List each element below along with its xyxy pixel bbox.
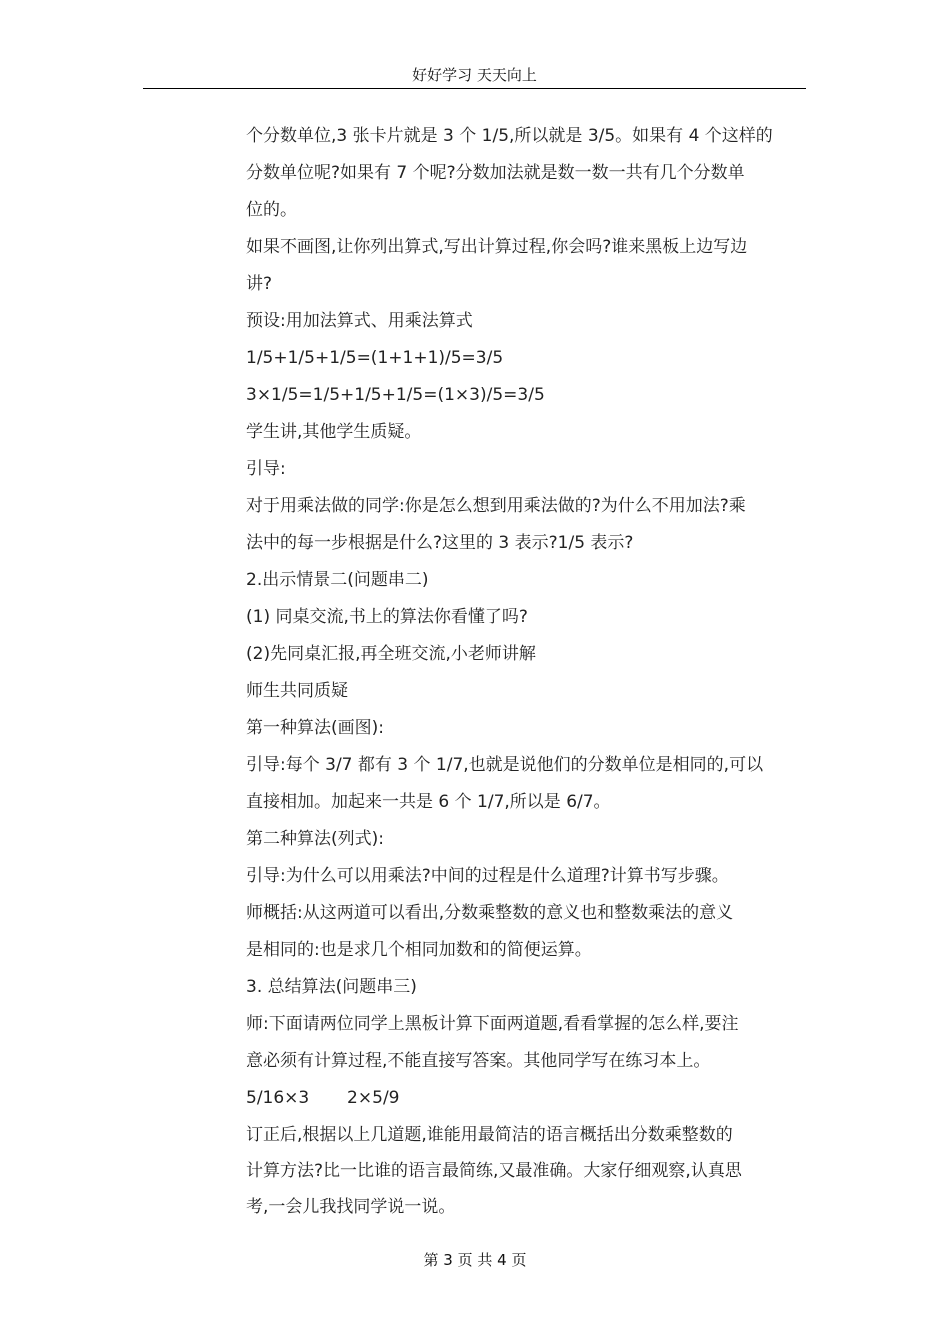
page-number: 第 3 页 共 4 页 xyxy=(423,1251,527,1269)
paragraph xyxy=(246,451,816,488)
text-line: 对于用乘法做的同学:你是怎么想到用乘法做的?为什么不用加法?乘 xyxy=(246,496,746,516)
section-heading xyxy=(246,562,816,599)
text-line: (1) 同桌交流,书上的算法你看懂了吗? xyxy=(246,607,528,627)
text-line: (2)先同桌汇报,再全班交流,小老师讲解 xyxy=(246,644,536,664)
paragraph xyxy=(246,636,816,673)
paragraph xyxy=(246,118,816,229)
paragraph xyxy=(246,1117,816,1225)
paragraph xyxy=(246,303,816,340)
text-line: 考,一会儿我找同学说一说。 xyxy=(246,1197,456,1217)
paragraph xyxy=(246,599,816,636)
text-line: 意必须有计算过程,不能直接写答案。其他同学写在练习本上。 xyxy=(246,1051,711,1071)
text-line: 计算方法?比一比谁的语言最简练,又最准确。大家仔细观察,认真思 xyxy=(246,1161,742,1181)
text-line: 5/16×3 2×5/9 xyxy=(246,1088,400,1108)
formula-line xyxy=(246,377,816,414)
text-line: 3. 总结算法(问题串三) xyxy=(246,977,417,997)
text-line: 引导:每个 3/7 都有 3 个 1/7,也就是说他们的分数单位是相同的,可以 xyxy=(246,755,764,775)
text-line: 订正后,根据以上几道题,谁能用最简洁的语言概括出分数乘整数的 xyxy=(246,1125,733,1145)
text-line: 如果不画图,让你列出算式,写出计算过程,你会吗?谁来黑板上边写边 xyxy=(246,237,748,257)
text-line: 位的。 xyxy=(246,200,297,220)
formula-line xyxy=(246,340,816,377)
paragraph xyxy=(246,414,816,451)
text-line: 讲? xyxy=(246,274,273,294)
text-line: 师生共同质疑 xyxy=(246,681,348,701)
document-body xyxy=(246,118,816,1225)
formula-line xyxy=(246,1080,816,1117)
text-line: 分数单位呢?如果有 7 个呢?分数加法就是数一数一共有几个分数单 xyxy=(246,163,745,183)
paragraph xyxy=(246,821,816,858)
text-line: 直接相加。加起来一共是 6 个 1/7,所以是 6/7。 xyxy=(246,792,611,812)
text-line: 1/5+1/5+1/5=(1+1+1)/5=3/5 xyxy=(246,348,504,368)
paragraph xyxy=(246,673,816,710)
text-line: 第二种算法(列式): xyxy=(246,829,384,849)
paragraph xyxy=(246,710,816,747)
text-line: 引导: xyxy=(246,459,286,479)
text-line: 师:下面请两位同学上黑板计算下面两道题,看看掌握的怎么样,要注 xyxy=(246,1014,739,1034)
text-line: 学生讲,其他学生质疑。 xyxy=(246,422,422,442)
text-line: 引导:为什么可以用乘法?中间的过程是什么道理?计算书写步骤。 xyxy=(246,866,729,886)
paragraph xyxy=(246,895,816,969)
paragraph xyxy=(246,488,816,562)
paragraph xyxy=(246,858,816,895)
text-line: 3×1/5=1/5+1/5+1/5=(1×3)/5=3/5 xyxy=(246,385,545,405)
section-heading xyxy=(246,969,816,1006)
text-line: 个分数单位,3 张卡片就是 3 个 1/5,所以就是 3/5。如果有 4 个这样的 xyxy=(246,126,773,146)
paragraph xyxy=(246,747,816,821)
text-line: 预设:用加法算式、用乘法算式 xyxy=(246,311,473,331)
paragraph xyxy=(246,1006,816,1080)
text-line: 法中的每一步根据是什么?这里的 3 表示?1/5 表示? xyxy=(246,533,634,553)
text-line: 第一种算法(画图): xyxy=(246,718,384,738)
page-header: 好好学习 天天向上 xyxy=(412,66,537,84)
text-line: 2.出示情景二(问题串二) xyxy=(246,570,429,590)
header-divider xyxy=(143,88,806,89)
text-line: 是相同的:也是求几个相同加数和的简便运算。 xyxy=(246,940,592,960)
text-line: 师概括:从这两道可以看出,分数乘整数的意义也和整数乘法的意义 xyxy=(246,903,734,923)
paragraph xyxy=(246,229,816,303)
